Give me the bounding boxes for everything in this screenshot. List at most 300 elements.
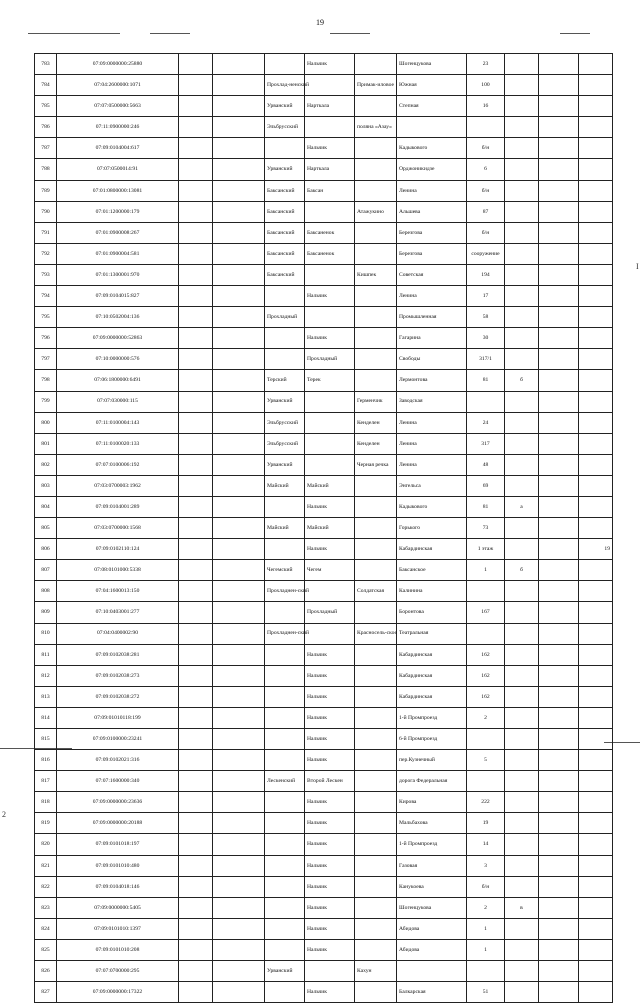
cell-blank1 — [179, 560, 213, 581]
cell-blank2 — [213, 412, 265, 433]
cell-blank3 — [539, 961, 579, 982]
cell-blank3 — [539, 876, 579, 897]
cell-building — [505, 349, 539, 370]
cell-locality — [355, 602, 397, 623]
cell-locality — [355, 707, 397, 728]
cell-num: 824 — [35, 918, 57, 939]
cell-building — [505, 454, 539, 475]
cell-settlement: Нальчик — [305, 792, 355, 813]
cell-street: Ленина — [397, 454, 467, 475]
cell-locality — [355, 855, 397, 876]
cell-building — [505, 96, 539, 117]
cell-blank3 — [539, 349, 579, 370]
cell-locality: Красносель-ское — [355, 623, 397, 644]
cell-building — [505, 707, 539, 728]
cell-num: 806 — [35, 539, 57, 560]
cell-blank1 — [179, 138, 213, 159]
cell-district: Баксанский — [265, 264, 305, 285]
cell-extra — [579, 370, 613, 391]
cell-blank1 — [179, 222, 213, 243]
cell-blank3 — [539, 243, 579, 264]
cell-settlement — [305, 623, 355, 644]
cell-district — [265, 328, 305, 349]
table-row — [35, 117, 613, 138]
cell-blank2 — [213, 96, 265, 117]
cell-building — [505, 686, 539, 707]
cell-blank1 — [179, 729, 213, 750]
cell-street: Кирова — [397, 792, 467, 813]
cell-extra — [579, 771, 613, 792]
cell-building — [505, 286, 539, 307]
cell-cadastral: 07:07:0500014:91 — [57, 159, 179, 180]
cell-blank1 — [179, 370, 213, 391]
cell-house: 87 — [467, 201, 505, 222]
cell-street: Ленина — [397, 180, 467, 201]
cell-district — [265, 349, 305, 370]
cell-settlement: Нальчик — [305, 729, 355, 750]
cell-street: Калинина — [397, 581, 467, 602]
cell-settlement — [305, 201, 355, 222]
cell-extra — [579, 201, 613, 222]
cell-blank1 — [179, 665, 213, 686]
cell-locality — [355, 222, 397, 243]
cell-street: Абидова — [397, 918, 467, 939]
cell-district: Чегемский — [265, 560, 305, 581]
cell-building — [505, 876, 539, 897]
cell-house: 81 — [467, 370, 505, 391]
cell-blank1 — [179, 391, 213, 412]
cell-blank1 — [179, 707, 213, 728]
cell-extra — [579, 496, 613, 517]
cell-blank1 — [179, 918, 213, 939]
table-row — [35, 180, 613, 201]
cell-cadastral: 07:08:0101000:5338 — [57, 560, 179, 581]
cell-blank3 — [539, 939, 579, 960]
cell-building — [505, 750, 539, 771]
cell-extra — [579, 475, 613, 496]
cell-district — [265, 707, 305, 728]
cell-blank3 — [539, 855, 579, 876]
cell-building — [505, 602, 539, 623]
cell-district: Прохлад-ненский — [265, 75, 305, 96]
cell-blank2 — [213, 665, 265, 686]
cell-cadastral: 07:09:0100000:23241 — [57, 729, 179, 750]
cell-street: 6-й Промпроезд — [397, 729, 467, 750]
cell-extra — [579, 792, 613, 813]
cell-blank1 — [179, 75, 213, 96]
cell-house: 1 этаж — [467, 539, 505, 560]
cell-locality — [355, 307, 397, 328]
scan-artifact-line — [560, 33, 590, 34]
cell-district — [265, 939, 305, 960]
cell-extra — [579, 982, 613, 1003]
cell-settlement: Баксаненок — [305, 243, 355, 264]
cell-blank2 — [213, 855, 265, 876]
cell-district: Урванский — [265, 159, 305, 180]
cell-cadastral: 07:09:0102038:281 — [57, 644, 179, 665]
cell-blank2 — [213, 939, 265, 960]
cell-house — [467, 391, 505, 412]
cell-blank3 — [539, 117, 579, 138]
cell-locality — [355, 96, 397, 117]
cell-blank3 — [539, 539, 579, 560]
cell-blank1 — [179, 243, 213, 264]
cell-cadastral: 07:09:0104001:289 — [57, 496, 179, 517]
cell-locality — [355, 560, 397, 581]
cell-num: 820 — [35, 834, 57, 855]
cell-building — [505, 771, 539, 792]
cell-settlement: Нальчик — [305, 539, 355, 560]
cell-street: Кадыкового — [397, 138, 467, 159]
cell-cadastral: 07:03:0700003:1962 — [57, 475, 179, 496]
cell-settlement — [305, 391, 355, 412]
cell-cadastral: 07:07:0500000:5663 — [57, 96, 179, 117]
cell-num: 802 — [35, 454, 57, 475]
cell-blank3 — [539, 518, 579, 539]
cell-blank3 — [539, 792, 579, 813]
cell-blank1 — [179, 539, 213, 560]
cell-locality — [355, 180, 397, 201]
cell-blank2 — [213, 644, 265, 665]
cell-blank2 — [213, 328, 265, 349]
cell-house: 16 — [467, 96, 505, 117]
cell-house — [467, 771, 505, 792]
cell-locality — [355, 813, 397, 834]
cell-blank3 — [539, 686, 579, 707]
cell-building — [505, 307, 539, 328]
cell-blank2 — [213, 433, 265, 454]
cell-num: 797 — [35, 349, 57, 370]
cell-extra — [579, 876, 613, 897]
cell-blank1 — [179, 264, 213, 285]
cell-settlement: Прохладный — [305, 602, 355, 623]
table-row — [35, 813, 613, 834]
cell-locality — [355, 138, 397, 159]
cell-building — [505, 391, 539, 412]
cell-blank3 — [539, 75, 579, 96]
cell-locality — [355, 982, 397, 1003]
cell-district: Лескенский — [265, 771, 305, 792]
table-row — [35, 939, 613, 960]
cell-street: пер.Кузнечный — [397, 750, 467, 771]
cell-settlement: Майский — [305, 518, 355, 539]
table-row — [35, 581, 613, 602]
cell-extra — [579, 897, 613, 918]
cell-blank2 — [213, 982, 265, 1003]
cell-locality — [355, 475, 397, 496]
cell-settlement: Баксаненок — [305, 222, 355, 243]
cell-house: 162 — [467, 665, 505, 686]
cell-district: Эльбрусский — [265, 433, 305, 454]
cell-district — [265, 918, 305, 939]
cell-house: 2 — [467, 707, 505, 728]
cell-blank3 — [539, 623, 579, 644]
cell-locality — [355, 243, 397, 264]
cell-district: Урванский — [265, 454, 305, 475]
cell-building — [505, 54, 539, 75]
cell-blank1 — [179, 307, 213, 328]
cell-blank2 — [213, 813, 265, 834]
cell-locality — [355, 750, 397, 771]
cell-settlement: Баксан — [305, 180, 355, 201]
cell-settlement — [305, 117, 355, 138]
cell-blank1 — [179, 433, 213, 454]
cell-locality: Солдатская — [355, 581, 397, 602]
cell-house: 17 — [467, 286, 505, 307]
cell-num: 812 — [35, 665, 57, 686]
cell-street: Кабардинская — [397, 644, 467, 665]
cell-blank1 — [179, 644, 213, 665]
cell-district: Майский — [265, 475, 305, 496]
cell-num: 801 — [35, 433, 57, 454]
cell-locality: Кахун — [355, 961, 397, 982]
cell-locality — [355, 644, 397, 665]
cell-blank1 — [179, 475, 213, 496]
cell-building — [505, 644, 539, 665]
cell-district — [265, 834, 305, 855]
cell-settlement: Майский — [305, 475, 355, 496]
cell-building — [505, 222, 539, 243]
cell-settlement: Нальчик — [305, 855, 355, 876]
cell-house: 222 — [467, 792, 505, 813]
cell-house — [467, 961, 505, 982]
cell-extra — [579, 433, 613, 454]
cell-locality — [355, 665, 397, 686]
cell-cadastral: 07:09:0104004:617 — [57, 138, 179, 159]
cell-building — [505, 138, 539, 159]
cell-num: 788 — [35, 159, 57, 180]
cell-district — [265, 855, 305, 876]
cell-blank1 — [179, 897, 213, 918]
cell-extra — [579, 560, 613, 581]
cell-extra — [579, 328, 613, 349]
cell-cadastral: 07:09:0101018:197 — [57, 834, 179, 855]
cell-blank2 — [213, 771, 265, 792]
table-row — [35, 328, 613, 349]
cell-building — [505, 539, 539, 560]
cell-num: 803 — [35, 475, 57, 496]
table-row — [35, 855, 613, 876]
cell-blank3 — [539, 264, 579, 285]
cell-building — [505, 729, 539, 750]
cell-settlement: Нальчик — [305, 876, 355, 897]
cell-building — [505, 623, 539, 644]
cell-blank3 — [539, 328, 579, 349]
cell-num: 815 — [35, 729, 57, 750]
cell-district: Эльбрусский — [265, 117, 305, 138]
cell-settlement — [305, 581, 355, 602]
registry-table-body — [35, 54, 613, 1003]
table-row — [35, 264, 613, 285]
cell-settlement: Чегем — [305, 560, 355, 581]
cell-extra — [579, 813, 613, 834]
table-row — [35, 897, 613, 918]
cell-street: Кабардинская — [397, 665, 467, 686]
table-row — [35, 539, 613, 560]
cell-building: б — [505, 560, 539, 581]
cell-blank1 — [179, 180, 213, 201]
cell-building — [505, 792, 539, 813]
cell-district — [265, 982, 305, 1003]
cell-house: 81 — [467, 496, 505, 517]
cell-blank1 — [179, 623, 213, 644]
cell-blank1 — [179, 792, 213, 813]
cell-num: 826 — [35, 961, 57, 982]
cell-cadastral: 07:09:0000000:20188 — [57, 813, 179, 834]
cell-street: Шогенцукова — [397, 897, 467, 918]
cell-settlement: Нальчик — [305, 665, 355, 686]
cell-locality — [355, 686, 397, 707]
cell-settlement: Нарткала — [305, 159, 355, 180]
cell-house: 19 — [467, 813, 505, 834]
cell-locality: Черная речка — [355, 454, 397, 475]
table-row — [35, 243, 613, 264]
cell-house: 58 — [467, 307, 505, 328]
table-row — [35, 349, 613, 370]
cell-blank3 — [539, 96, 579, 117]
cell-house: 24 — [467, 412, 505, 433]
cell-house: 48 — [467, 454, 505, 475]
cell-blank3 — [539, 644, 579, 665]
cell-blank2 — [213, 729, 265, 750]
cell-district — [265, 750, 305, 771]
cell-extra — [579, 581, 613, 602]
cell-locality — [355, 370, 397, 391]
cell-blank3 — [539, 307, 579, 328]
cell-blank3 — [539, 982, 579, 1003]
cell-cadastral: 07:10:0403001:277 — [57, 602, 179, 623]
cell-house: 69 — [467, 475, 505, 496]
cell-blank2 — [213, 518, 265, 539]
cell-blank2 — [213, 138, 265, 159]
cell-house: 162 — [467, 644, 505, 665]
cell-cadastral: 07:09:0104015:827 — [57, 286, 179, 307]
cell-blank1 — [179, 813, 213, 834]
table-row — [35, 75, 613, 96]
cell-building — [505, 475, 539, 496]
cell-cadastral: 07:09:0102110:124 — [57, 539, 179, 560]
cell-num: 784 — [35, 75, 57, 96]
cell-settlement — [305, 961, 355, 982]
cell-num: 807 — [35, 560, 57, 581]
cell-blank2 — [213, 539, 265, 560]
cell-settlement: Нальчик — [305, 897, 355, 918]
cell-locality — [355, 918, 397, 939]
cell-num: 796 — [35, 328, 57, 349]
cell-cadastral: 07:04:1600013:150 — [57, 581, 179, 602]
cell-locality — [355, 771, 397, 792]
cell-blank2 — [213, 307, 265, 328]
cell-street: Балкарская — [397, 982, 467, 1003]
cell-locality: Атажукино — [355, 201, 397, 222]
cell-cadastral: 07:09:0102038:272 — [57, 686, 179, 707]
cell-locality: Примак-иловое — [355, 75, 397, 96]
cell-blank1 — [179, 286, 213, 307]
page-number: 19 — [316, 18, 324, 27]
cell-extra — [579, 454, 613, 475]
cell-settlement: Нальчик — [305, 834, 355, 855]
cell-blank3 — [539, 750, 579, 771]
cell-blank1 — [179, 328, 213, 349]
table-row — [35, 961, 613, 982]
table-row — [35, 918, 613, 939]
cell-num: 804 — [35, 496, 57, 517]
cell-blank3 — [539, 496, 579, 517]
cell-cadastral: 07:07:0700000:295 — [57, 961, 179, 982]
cell-street: Промышленная — [397, 307, 467, 328]
cell-house: 23 — [467, 54, 505, 75]
cell-house: 73 — [467, 518, 505, 539]
cell-cadastral: 07:09:0101010:480 — [57, 855, 179, 876]
cell-blank1 — [179, 412, 213, 433]
cell-settlement — [305, 412, 355, 433]
cell-house: б/н — [467, 180, 505, 201]
cell-building — [505, 159, 539, 180]
cell-blank3 — [539, 834, 579, 855]
cell-cadastral: 07:04:0400002:90 — [57, 623, 179, 644]
cell-district: Урванский — [265, 391, 305, 412]
cell-building — [505, 961, 539, 982]
cell-house: 100 — [467, 75, 505, 96]
cell-blank2 — [213, 876, 265, 897]
cell-street: Орджоникидзе — [397, 159, 467, 180]
cell-blank3 — [539, 771, 579, 792]
table-row — [35, 222, 613, 243]
cell-settlement: Терек — [305, 370, 355, 391]
cell-locality — [355, 729, 397, 750]
table-row — [35, 201, 613, 222]
cell-blank1 — [179, 602, 213, 623]
cell-district — [265, 54, 305, 75]
cell-building — [505, 982, 539, 1003]
cell-blank2 — [213, 54, 265, 75]
cell-cadastral: 07:01:0800000:13081 — [57, 180, 179, 201]
cell-extra — [579, 349, 613, 370]
cell-num: 823 — [35, 897, 57, 918]
cell-blank3 — [539, 54, 579, 75]
cell-settlement: Нальчик — [305, 138, 355, 159]
cell-settlement — [305, 75, 355, 96]
cell-num: 813 — [35, 686, 57, 707]
cell-cadastral: 07:11:0100020:133 — [57, 433, 179, 454]
cell-building — [505, 581, 539, 602]
cell-district — [265, 138, 305, 159]
table-row — [35, 686, 613, 707]
cell-building — [505, 412, 539, 433]
cell-settlement: Нальчик — [305, 286, 355, 307]
cell-blank1 — [179, 834, 213, 855]
table-row — [35, 623, 613, 644]
cell-blank3 — [539, 454, 579, 475]
cell-cadastral: 07:07:0100006:192 — [57, 454, 179, 475]
cell-extra — [579, 264, 613, 285]
cell-district: Прохладнен-ский — [265, 623, 305, 644]
cell-settlement: Нальчик — [305, 918, 355, 939]
cell-district — [265, 539, 305, 560]
cell-blank2 — [213, 686, 265, 707]
cell-building: б — [505, 370, 539, 391]
cell-blank2 — [213, 180, 265, 201]
cell-num: 818 — [35, 792, 57, 813]
table-row — [35, 286, 613, 307]
cell-blank2 — [213, 707, 265, 728]
cell-building — [505, 834, 539, 855]
cell-street: Кабардинская — [397, 539, 467, 560]
table-row — [35, 982, 613, 1003]
cell-blank2 — [213, 623, 265, 644]
cell-district — [265, 897, 305, 918]
table-row — [35, 518, 613, 539]
